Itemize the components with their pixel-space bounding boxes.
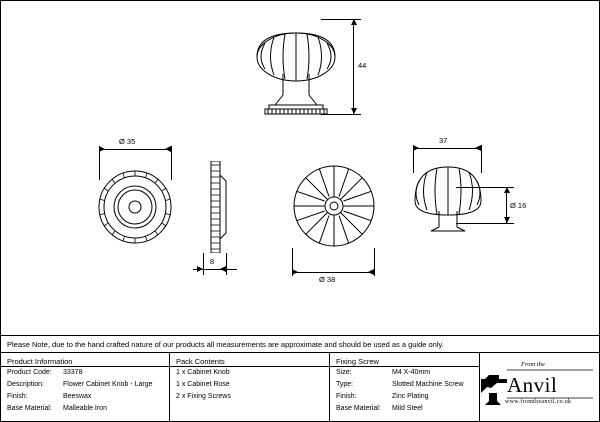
- header-pack-contents-label: Pack Contents: [176, 356, 225, 366]
- table-row: [1, 367, 169, 379]
- table-row: [330, 403, 479, 415]
- dimension-label-dia-35: Ø 35: [119, 137, 136, 146]
- dimension-label-44: 44: [358, 61, 367, 70]
- finish-value: Beeswax: [63, 393, 92, 400]
- knob-side-elevation-drawing: [241, 17, 351, 117]
- pack-content-3: 2 x Fixing Screws: [176, 393, 231, 400]
- dimension-label-8: 8: [210, 257, 215, 266]
- screw-finish-label: Finish:: [336, 393, 357, 400]
- pack-content-1: 1 x Cabinet Knob: [176, 369, 230, 376]
- product-code-label: Product Code:: [7, 369, 52, 376]
- base-material-value: Malleable Iron: [63, 405, 107, 412]
- table-row: [1, 379, 169, 391]
- column-fixing-screw: [330, 353, 479, 421]
- screw-base-material-value: Mild Steel: [392, 405, 423, 412]
- header-pack-contents: [170, 353, 329, 367]
- table-row: [330, 391, 479, 403]
- rose-section-view-drawing: [203, 161, 229, 253]
- screw-size-value: M4 X-40mm: [392, 369, 431, 376]
- table-row: [330, 379, 479, 391]
- note-text: Please Note, due to the hand crafted nature of our products all measurements are approximate and should be used as a guide only.: [7, 340, 444, 349]
- screw-base-material-label: Base Material:: [336, 405, 381, 412]
- dimension-label-dia-16: Ø 16: [510, 201, 527, 210]
- logo-website-text: www.fromtheanvil.co.uk: [505, 399, 572, 405]
- list-item: [170, 391, 329, 403]
- pack-content-2: 1 x Cabinet Rose: [176, 381, 230, 388]
- screw-finish-value: Zinc Plating: [392, 393, 429, 400]
- brand-logo: [477, 355, 595, 419]
- dimension-label-dia-38: Ø 38: [319, 275, 336, 284]
- product-code-value: 33378: [63, 369, 83, 376]
- header-fixing-screw: [330, 353, 479, 367]
- table-row: [1, 391, 169, 403]
- logo-from-the-text: From the: [521, 361, 545, 368]
- column-pack-contents: [170, 353, 329, 421]
- screw-type-value: Slotted Machine Screw: [392, 381, 464, 388]
- finish-label: Finish:: [7, 393, 28, 400]
- header-product-information-label: Product Information: [7, 356, 73, 366]
- knob-plan-view-drawing: [292, 164, 376, 248]
- table-row: [1, 403, 169, 415]
- screw-size-label: Size:: [336, 369, 352, 376]
- list-item: [170, 379, 329, 391]
- list-item: [170, 367, 329, 379]
- header-fixing-screw-label: Fixing Screw: [336, 356, 379, 366]
- rose-plan-view-drawing: [97, 167, 175, 247]
- screw-type-label: Type:: [336, 381, 354, 388]
- note-bar: [1, 335, 599, 353]
- base-material-label: Base Material:: [7, 405, 52, 412]
- dimension-label-37: 37: [439, 136, 448, 145]
- table-row: [330, 367, 479, 379]
- logo-brand-text: Anvil: [507, 373, 558, 397]
- description-label: Description:: [7, 381, 44, 388]
- description-value: Flower Cabinet Knob - Large: [63, 381, 153, 388]
- header-product-information: [1, 353, 169, 367]
- column-product-information: [1, 353, 169, 421]
